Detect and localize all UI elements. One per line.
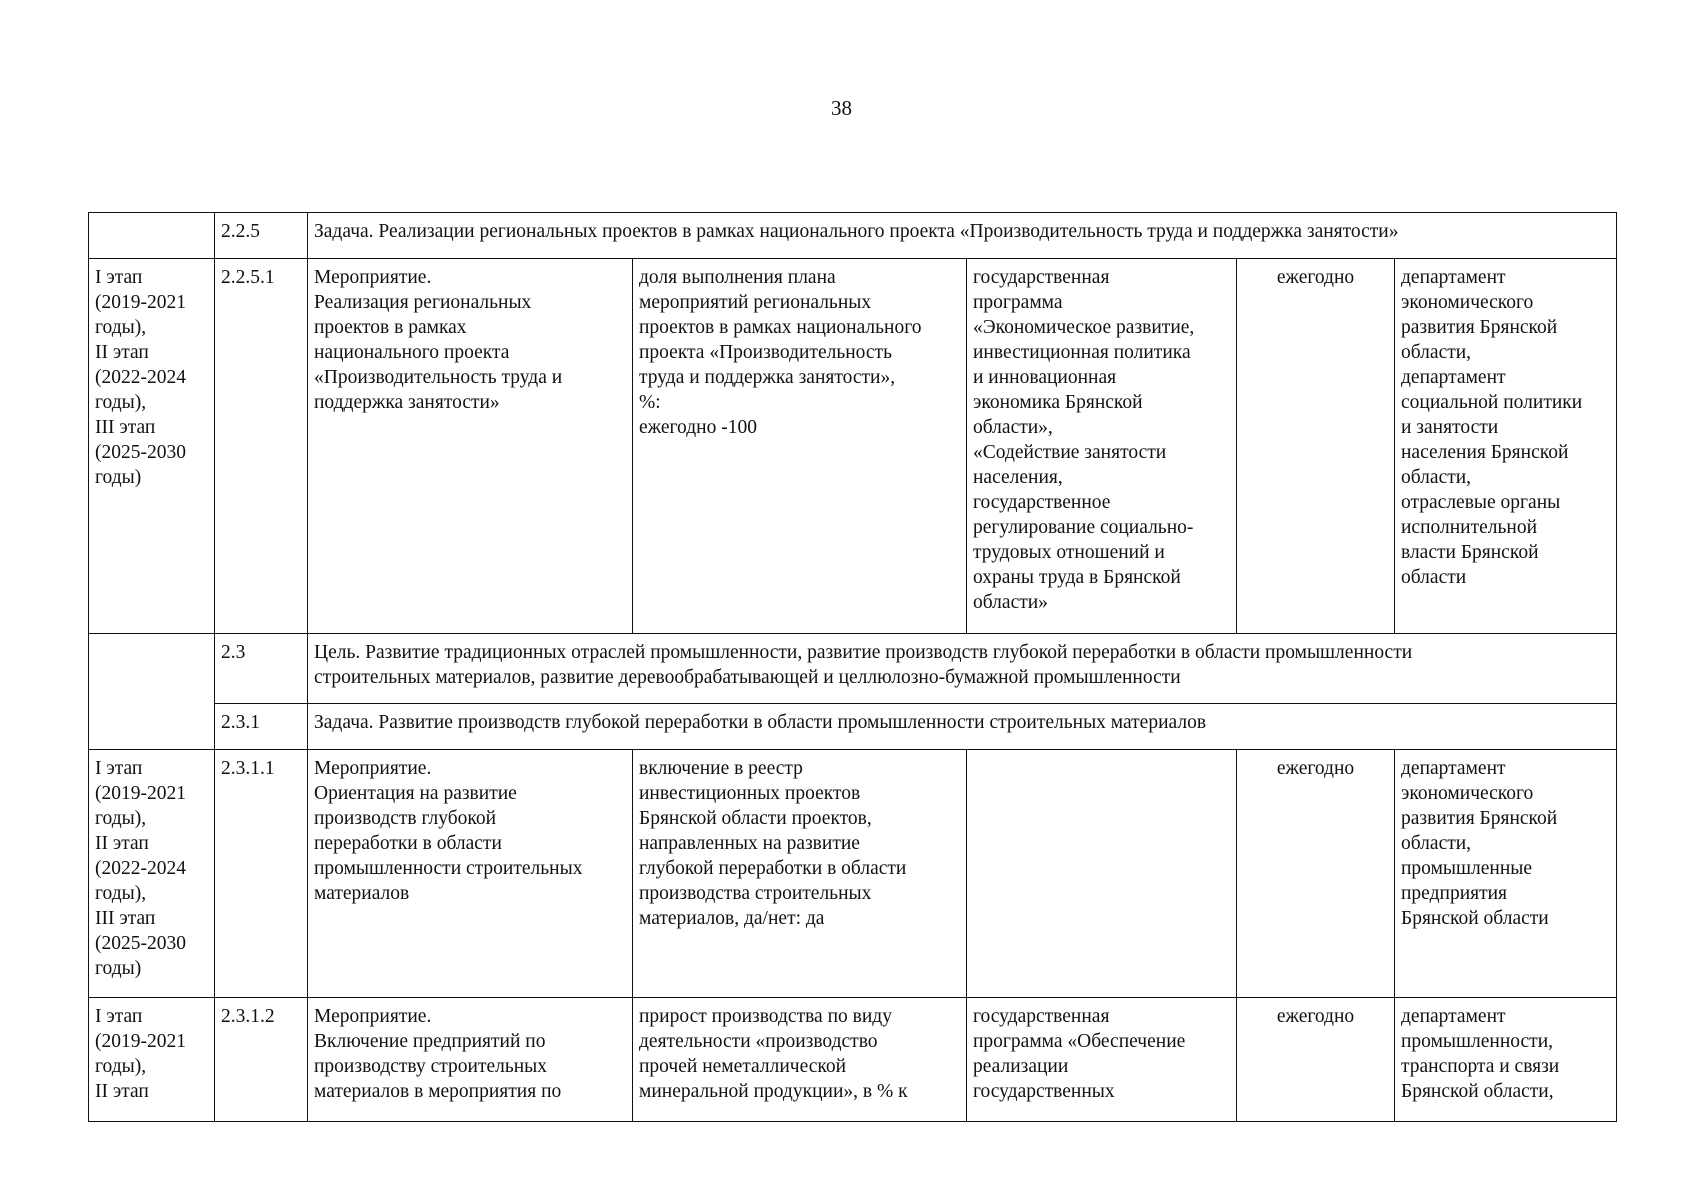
- indicator-cell: доля выполнения плана мероприятий региональных проектов в рамках национального проекта «Производительность труда и поддержка занятости», %: ежегодно -100: [633, 259, 967, 634]
- table-row: [89, 259, 1617, 634]
- stage-cell: I этап (2019-2021 годы), II этап: [89, 998, 215, 1122]
- stage-cell: [89, 634, 215, 750]
- stage-cell: I этап (2019-2021 годы), II этап (2022-2024 годы), III этап (2025-2030 годы): [89, 259, 215, 634]
- program-cell: [967, 750, 1237, 998]
- table-row: [89, 998, 1617, 1122]
- activity-cell: Мероприятие. Включение предприятий по производству строительных материалов в мероприятия по: [308, 998, 633, 1122]
- activity-cell: Мероприятие. Ориентация на развитие производств глубокой переработки в области промышленности строительных материалов: [308, 750, 633, 998]
- page-number: 38: [831, 96, 852, 120]
- period-cell: ежегодно: [1237, 259, 1395, 634]
- stage-cell: [89, 213, 215, 259]
- stage-cell: I этап (2019-2021 годы), II этап (2022-2024 годы), III этап (2025-2030 годы): [89, 750, 215, 998]
- item-number: 2.3: [215, 634, 308, 704]
- task-title: Задача. Развитие производств глубокой переработки в области промышленности строительных материалов: [308, 704, 1617, 750]
- activity-cell: Мероприятие. Реализация региональных проектов в рамках национального проекта «Производительность труда и поддержка занятости»: [308, 259, 633, 634]
- responsible-cell: департамент экономического развития Брянской области, промышленные предприятия Брянской области: [1395, 750, 1617, 998]
- period-cell: ежегодно: [1237, 750, 1395, 998]
- table-row: [89, 750, 1617, 998]
- program-cell: государственная программа «Экономическое развитие, инвестиционная политика и инновационная экономика Брянской области», «Содействие занятости населения, государственное регулирование социально- трудовых отношений и охраны труда в Брянской области»: [967, 259, 1237, 634]
- responsible-cell: департамент промышленности, транспорта и связи Брянской области,: [1395, 998, 1617, 1122]
- period-cell: ежегодно: [1237, 998, 1395, 1122]
- responsible-cell: департамент экономического развития Брянской области, департамент социальной политики и занятости населения Брянской области, отраслевые органы исполнительной власти Брянской области: [1395, 259, 1617, 634]
- item-number: 2.2.5.1: [215, 259, 308, 634]
- indicator-cell: включение в реестр инвестиционных проектов Брянской области проектов, направленных на развитие глубокой переработки в области производства строительных материалов, да/нет: да: [633, 750, 967, 998]
- table-row: [89, 704, 1617, 750]
- plan-table: [88, 212, 1617, 1122]
- item-number: 2.3.1.2: [215, 998, 308, 1122]
- table-row: [89, 634, 1617, 704]
- item-number: 2.2.5: [215, 213, 308, 259]
- task-title: Задача. Реализации региональных проектов в рамках национального проекта «Производительность труда и поддержка занятости»: [308, 213, 1617, 259]
- program-cell: государственная программа «Обеспечение реализации государственных: [967, 998, 1237, 1122]
- indicator-cell: прирост производства по виду деятельности «производство прочей неметаллической минеральной продукции», в % к: [633, 998, 967, 1122]
- item-number: 2.3.1: [215, 704, 308, 750]
- item-number: 2.3.1.1: [215, 750, 308, 998]
- table-row: [89, 213, 1617, 259]
- goal-title: Цель. Развитие традиционных отраслей промышленности, развитие производств глубокой переработки в области промышленности строительных материалов, развитие деревообрабатывающей и целлюлозно-бумажной промышленности: [308, 634, 1617, 704]
